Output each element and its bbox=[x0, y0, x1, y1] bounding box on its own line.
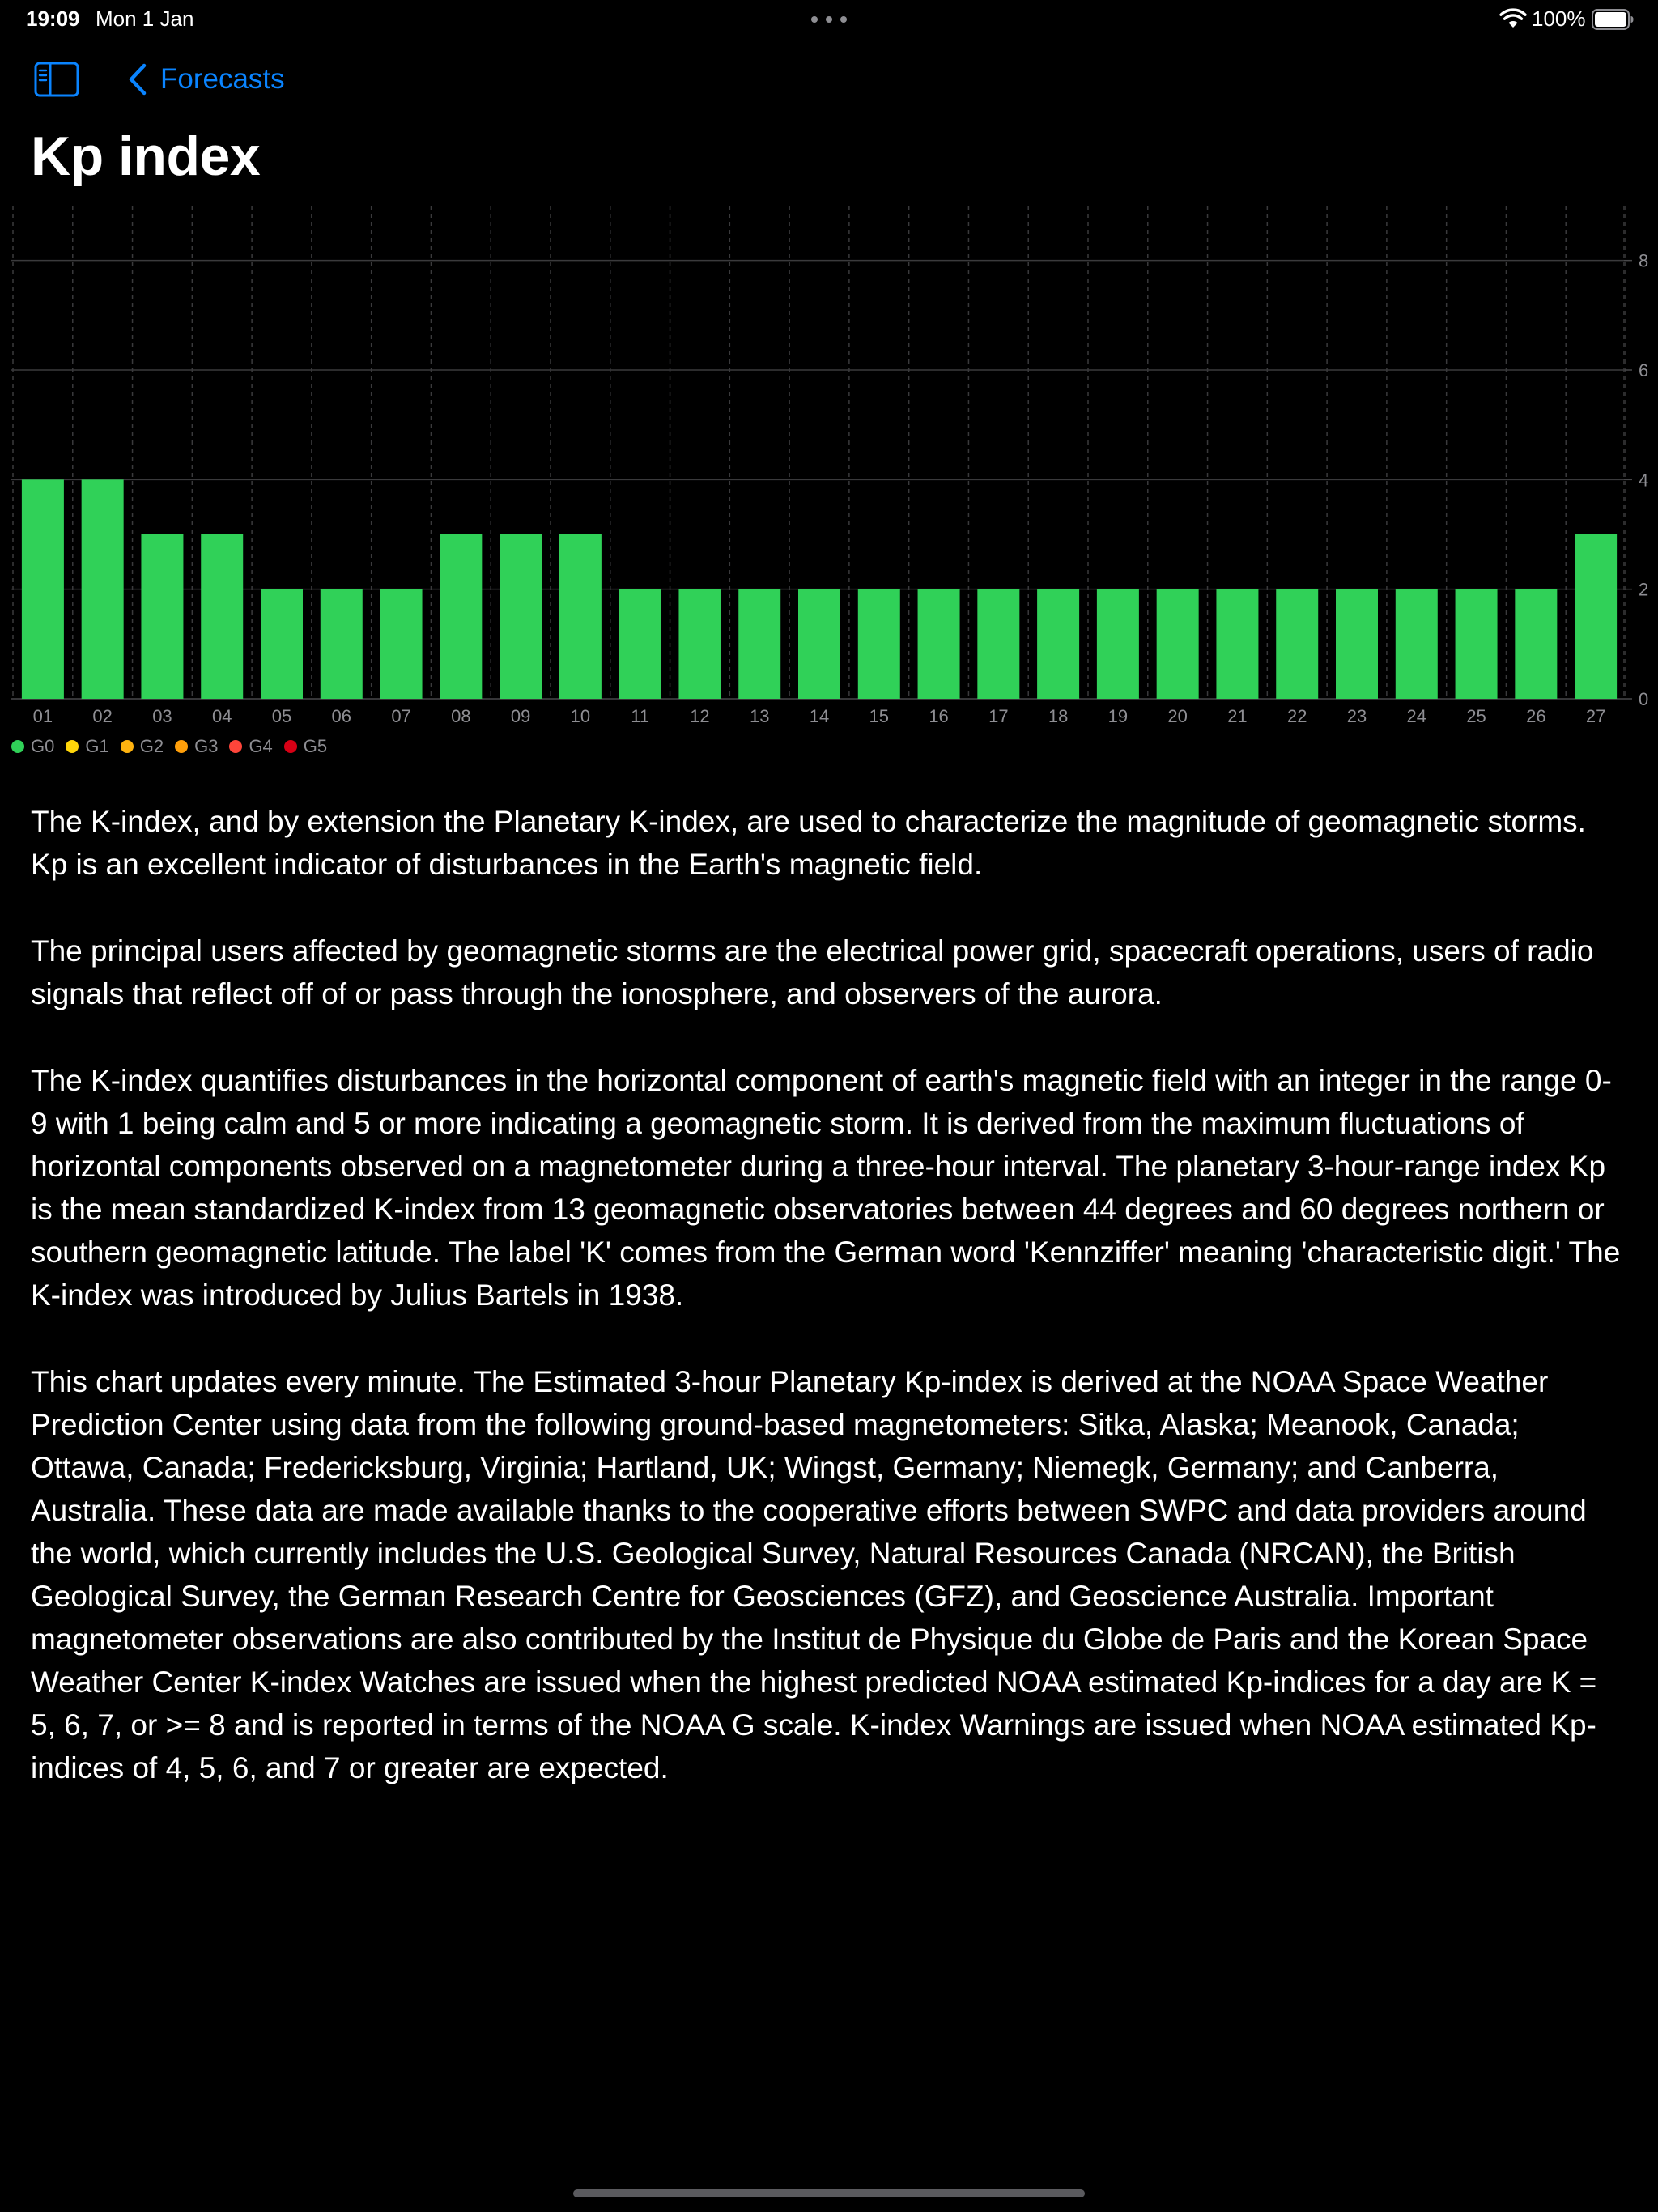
description-paragraph: The principal users affected by geomagnetic storms are the electrical power grid, spacecraft operations, users of radio signals that reflect off of or pass through the ionosphere, and observers of the aurora. bbox=[31, 934, 1594, 1010]
x-tick-label: 23 bbox=[1346, 706, 1367, 726]
x-tick-label: 07 bbox=[391, 706, 411, 726]
status-time: 19:09 bbox=[26, 6, 80, 31]
chart-bar bbox=[678, 589, 721, 699]
status-bar bbox=[0, 0, 1658, 39]
x-tick-label: 06 bbox=[331, 706, 352, 726]
legend-dot bbox=[121, 740, 134, 753]
y-tick-label: 0 bbox=[1639, 689, 1649, 709]
chart-bar bbox=[82, 479, 124, 699]
y-tick-label: 2 bbox=[1639, 579, 1649, 600]
x-tick-label: 11 bbox=[631, 706, 650, 726]
x-tick-label: 12 bbox=[690, 706, 710, 726]
legend-item bbox=[229, 736, 272, 757]
status-date: Mon 1 Jan bbox=[96, 6, 194, 31]
legend-dot bbox=[284, 740, 297, 753]
y-tick-label: 8 bbox=[1639, 250, 1649, 271]
legend-dot bbox=[175, 740, 188, 753]
chart-bar bbox=[22, 479, 64, 699]
description bbox=[31, 800, 1627, 1833]
legend-dot bbox=[66, 740, 79, 753]
description-paragraph: The K-index quantifies disturbances in the horizontal component of earth's magnetic field with an integer in the range 0-9 with 1 being calm and 5 or more indicating a geomagnetic storm. It is derived from the maximum fluctuations of horizontal components observed on a magnetometer during a three-hour interval. The planetary 3-hour-range index Kp is the mean standardized K-index from 13 geomagnetic observatories between 44 degrees and 60 degrees northern or southern geomagnetic latitude. The label 'K' comes from the German word 'Kennziffer' meaning 'characteristic digit.' The K-index was introduced by Julius Bartels in 1938. bbox=[31, 1064, 1621, 1312]
chart-bar bbox=[798, 589, 840, 699]
x-tick-label: 17 bbox=[988, 706, 1009, 726]
x-tick-label: 02 bbox=[92, 706, 113, 726]
chart-bar bbox=[1575, 534, 1617, 699]
x-tick-label: 22 bbox=[1286, 706, 1307, 726]
chart-bar bbox=[201, 534, 243, 699]
sidebar-toggle-icon[interactable] bbox=[34, 62, 79, 97]
description-paragraph: This chart updates every minute. The Estimated 3-hour Planetary Kp-index is derived at the NOAA Space Weather Prediction Center using data from the following ground-based magnetometers: Sitka, Alaska; Meanook, Canada; Ottawa, Canada; Fredericksburg, Virginia; Hartland, UK; Wingst, Germany; Niemegk, Germany; and Canberra, Australia. These data are made available thanks to the cooperative efforts between SWPC and data providers around the world, which currently includes the U.S. Geological Survey, Natural Resources Canada (NRCAN), the British Geological Survey, the German Research Centre for Geosciences (GFZ), and Geoscience Australia. Important magnetometer observations are also contributed by the Institut de Physique du Globe de Paris and the Korean Space Weather Center K-index Watches are issued when the highest predicted NOAA estimated Kp-indices for a day are K = 5, 6, 7, or >= 8 and is reported in terms of the NOAA G scale. K-index Warnings are issued when NOAA estimated Kp-indices of 4, 5, 6, and 7 or greater are expected. bbox=[31, 1365, 1597, 1784]
chart-bar bbox=[1037, 589, 1079, 699]
x-tick-label: 05 bbox=[271, 706, 292, 726]
x-tick-label: 15 bbox=[869, 706, 890, 726]
legend-dot bbox=[11, 740, 24, 753]
x-tick-label: 03 bbox=[152, 706, 172, 726]
chart-bar bbox=[440, 534, 482, 699]
chart-bar bbox=[619, 589, 661, 699]
x-tick-label: 14 bbox=[809, 706, 830, 726]
kp-index-chart bbox=[0, 202, 1658, 769]
legend-item bbox=[284, 736, 327, 757]
battery-icon bbox=[1592, 9, 1634, 30]
legend-item bbox=[121, 736, 164, 757]
legend-label: G2 bbox=[139, 736, 164, 756]
chart-bar bbox=[1097, 589, 1139, 699]
chart-bar bbox=[858, 589, 900, 699]
chart-bar bbox=[977, 589, 1019, 699]
legend-label: G5 bbox=[303, 736, 328, 756]
multitasking-dots-icon[interactable] bbox=[811, 16, 847, 23]
x-tick-label: 13 bbox=[749, 706, 770, 726]
x-tick-label: 19 bbox=[1107, 706, 1129, 726]
y-tick-label: 4 bbox=[1639, 470, 1649, 491]
legend-item bbox=[11, 736, 54, 757]
chart-bar bbox=[1216, 589, 1258, 699]
legend-label: G1 bbox=[85, 736, 109, 756]
legend-label: G3 bbox=[194, 736, 219, 756]
x-tick-label: 25 bbox=[1466, 706, 1486, 726]
chart-bar bbox=[500, 534, 542, 699]
x-tick-label: 20 bbox=[1167, 706, 1188, 726]
x-tick-label: 18 bbox=[1048, 706, 1069, 726]
chart-bar bbox=[1515, 589, 1557, 699]
chart-bar bbox=[141, 534, 183, 699]
legend-item bbox=[66, 736, 108, 757]
description-paragraph: The K-index, and by extension the Planetary K-index, are used to characterize the magnitude of geomagnetic storms. Kp is an excellent indicator of disturbances in the Earth's magnetic field. bbox=[31, 805, 1586, 881]
back-button[interactable] bbox=[126, 58, 285, 100]
x-tick-label: 27 bbox=[1585, 706, 1606, 726]
chart-bar bbox=[559, 534, 602, 699]
chart-bar bbox=[261, 589, 303, 699]
chart-bar bbox=[1336, 589, 1378, 699]
chart-bar bbox=[380, 589, 423, 699]
chart-bar bbox=[321, 589, 363, 699]
legend-dot bbox=[229, 740, 242, 753]
page-title: Kp index bbox=[31, 125, 261, 187]
x-tick-label: 04 bbox=[211, 706, 232, 726]
bar-chart bbox=[0, 202, 1658, 737]
chart-bar bbox=[1396, 589, 1438, 699]
x-tick-label: 21 bbox=[1227, 706, 1248, 726]
chevron-left-icon bbox=[126, 62, 149, 97]
x-tick-label: 16 bbox=[929, 706, 949, 726]
chart-bar bbox=[1456, 589, 1498, 699]
chart-bar bbox=[918, 589, 960, 699]
chart-legend bbox=[11, 735, 338, 758]
y-tick-label: 6 bbox=[1639, 360, 1649, 381]
x-tick-label: 09 bbox=[510, 706, 531, 726]
x-tick-label: 01 bbox=[32, 706, 53, 726]
x-tick-label: 24 bbox=[1406, 706, 1427, 726]
chart-bar bbox=[1276, 589, 1318, 699]
chart-bar bbox=[1157, 589, 1199, 699]
x-tick-label: 26 bbox=[1526, 706, 1546, 726]
home-indicator[interactable] bbox=[573, 2189, 1085, 2197]
x-tick-label: 08 bbox=[451, 706, 471, 726]
wifi-icon bbox=[1499, 8, 1527, 29]
legend-label: G0 bbox=[31, 736, 55, 756]
back-button-label: Forecasts bbox=[160, 63, 285, 95]
legend-label: G4 bbox=[249, 736, 273, 756]
x-tick-label: 10 bbox=[570, 706, 591, 726]
legend-item bbox=[175, 736, 218, 757]
battery-percentage: 100% bbox=[1532, 6, 1586, 31]
chart-bar bbox=[738, 589, 780, 699]
